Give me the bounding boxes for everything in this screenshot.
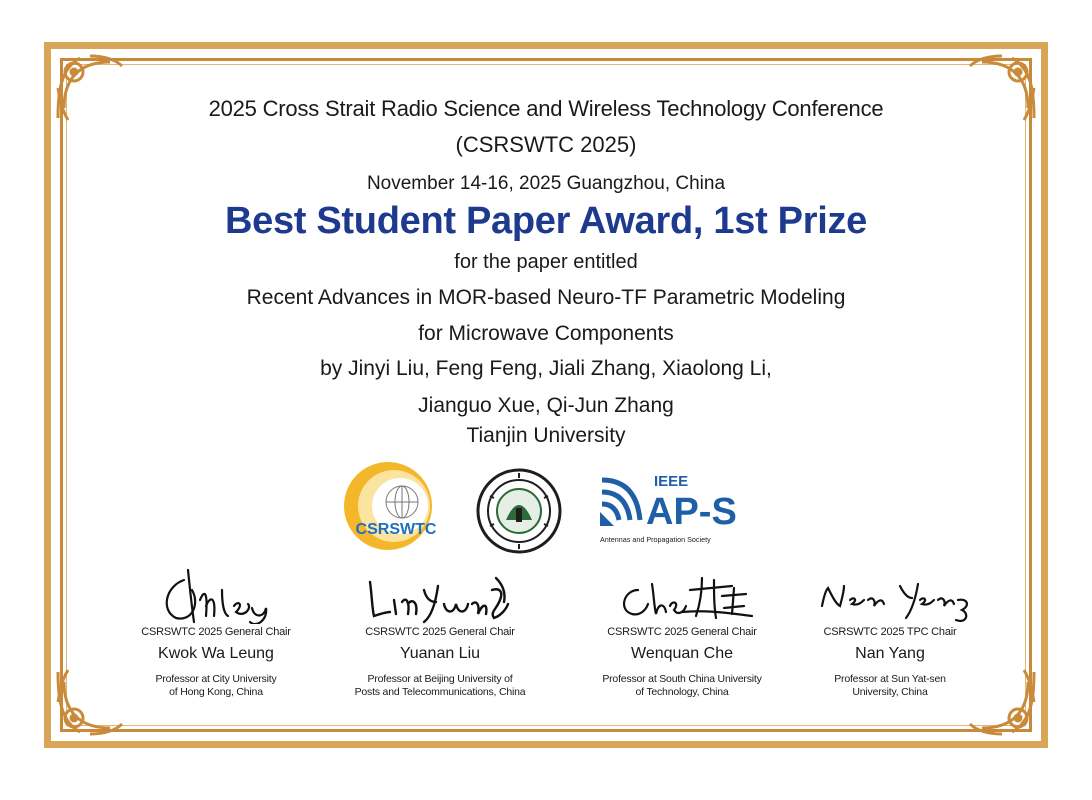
chair-name: Kwok Wa Leung <box>158 645 274 662</box>
handwritten-signature <box>320 560 560 624</box>
chair-affiliation-line-1: Professor at Sun Yat-sen <box>834 673 946 685</box>
chair-affiliation-line-2: of Hong Kong, China <box>169 686 263 698</box>
chair-affiliation-line-2: Posts and Telecommunications, China <box>354 686 526 698</box>
conference-date-location: November 14-16, 2025 Guangzhou, China <box>366 173 726 194</box>
aps-logo-text: AP-S <box>646 491 737 533</box>
chair-affiliation-line-2: of Technology, China <box>635 686 729 698</box>
conference-abbreviation: (CSRSWTC 2025) <box>455 132 637 157</box>
chair-affiliation <box>320 673 560 699</box>
university-seal-icon <box>474 468 564 554</box>
handwritten-signature <box>770 560 1010 624</box>
csrswtc-logo-text: CSRSWTC <box>355 521 437 538</box>
conference-title: 2025 Cross Strait Radio Science and Wireless Technology Conference <box>208 96 884 121</box>
chair-name: Yuanan Liu <box>399 645 481 662</box>
author-affiliation: Tianjin University <box>466 424 626 447</box>
authors-line-1: by Jinyi Liu, Feng Feng, Jiali Zhang, Xiaolong Li, <box>320 357 772 380</box>
chair-affiliation-line-2: University, China <box>852 686 928 698</box>
authors-line-2: Jianguo Xue, Qi-Jun Zhang <box>418 394 674 417</box>
aps-subtitle-text: Antennas and Propagation Society <box>600 535 711 544</box>
chair-name: Wenquan Che <box>631 645 733 662</box>
signature-block-1 <box>96 560 336 699</box>
chair-role: CSRSWTC 2025 General Chair <box>141 626 291 638</box>
chair-name: Nan Yang <box>855 645 925 662</box>
ieee-aps-logo-icon <box>596 470 758 550</box>
chair-affiliation <box>770 673 1010 699</box>
signature-block-2 <box>320 560 560 699</box>
handwritten-signature <box>562 560 802 624</box>
chair-affiliation <box>96 673 336 699</box>
award-title: Best Student Paper Award, 1st Prize <box>224 200 868 242</box>
chair-role: CSRSWTC 2025 TPC Chair <box>823 626 957 638</box>
csrswtc-logo-icon <box>336 460 454 552</box>
signature-block-3 <box>562 560 802 699</box>
ieee-logo-text: IEEE <box>654 473 689 490</box>
chair-affiliation <box>562 673 802 699</box>
chair-affiliation-line-1: Professor at City University <box>155 673 277 685</box>
paper-title-line-2: for Microwave Components <box>418 322 674 345</box>
chair-affiliation-line-1: Professor at South China University <box>602 673 762 685</box>
chair-role: CSRSWTC 2025 General Chair <box>607 626 757 638</box>
chair-affiliation-line-1: Professor at Beijing University of <box>367 673 513 685</box>
signature-block-4 <box>770 560 1010 699</box>
paper-title-line-1: Recent Advances in MOR-based Neuro-TF Parametric Modeling <box>246 286 846 309</box>
handwritten-signature <box>96 560 336 624</box>
paper-intro: for the paper entitled <box>454 251 638 273</box>
chair-role: CSRSWTC 2025 General Chair <box>365 626 515 638</box>
